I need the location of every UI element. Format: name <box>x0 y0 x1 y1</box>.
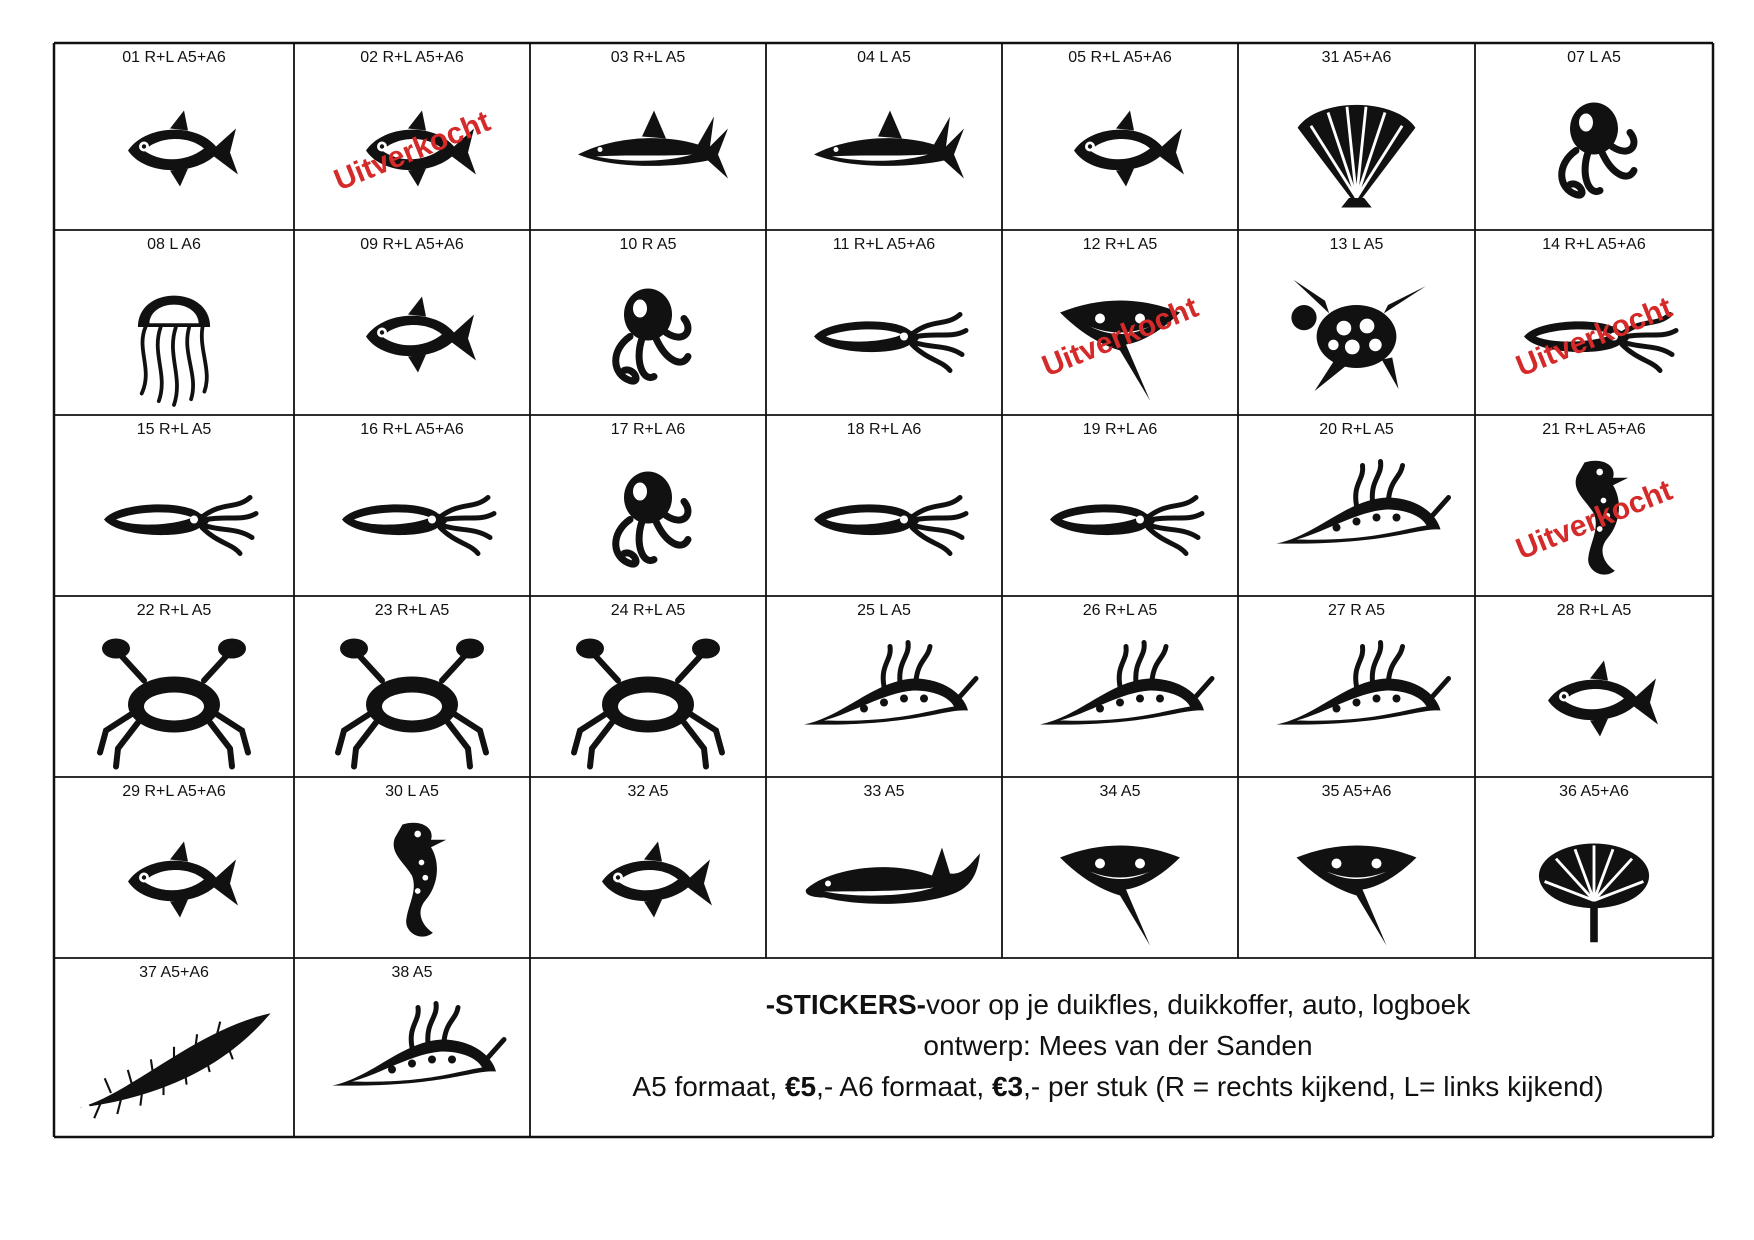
sticker-label: 04 L A5 <box>857 49 911 66</box>
octopus-icon <box>1562 103 1634 196</box>
sticker-label: 37 A5+A6 <box>139 964 209 981</box>
sticker-cell[interactable] <box>814 49 964 179</box>
sticker-label: 34 A5 <box>1099 783 1141 800</box>
sold-out-stamp: Uitverkocht <box>1511 473 1677 567</box>
sticker-cell[interactable] <box>1060 783 1180 946</box>
price-value: €3 <box>991 1071 1024 1102</box>
sticker-label: 36 A5+A6 <box>1559 783 1629 800</box>
sticker-cell[interactable] <box>602 783 712 918</box>
frogfish-icon <box>1548 661 1658 737</box>
sticker-cell[interactable] <box>814 421 966 554</box>
sticker-label: 12 R+L A5 <box>1082 236 1158 253</box>
sticker-label: 18 R+L A6 <box>846 421 922 438</box>
info-headline <box>766 989 1472 1020</box>
sticker-label: 29 R+L A5+A6 <box>122 783 226 800</box>
sticker-cell[interactable] <box>611 421 688 564</box>
stickers-title: -STICKERS- <box>765 989 926 1020</box>
octopus-icon <box>616 289 688 382</box>
sticker-label: 28 R+L A5 <box>1556 602 1632 619</box>
grouper-icon <box>366 297 476 373</box>
squid-icon <box>342 498 494 554</box>
sticker-label: 23 R+L A5 <box>374 602 450 619</box>
price-value: €5 <box>784 1071 817 1102</box>
sticker-label: 24 R+L A5 <box>610 602 686 619</box>
sticker-label: 14 R+L A5+A6 <box>1542 236 1646 253</box>
sticker-label: 26 R+L A5 <box>1082 602 1158 619</box>
squid-icon <box>814 315 966 371</box>
pricing-text-part: ,- A6 formaat, <box>816 1071 992 1102</box>
pricing-text <box>632 1071 1603 1102</box>
sold-out-stamp: Uitverkocht <box>329 104 495 198</box>
cuttlefish-icon <box>814 498 966 554</box>
sticker-cell[interactable] <box>122 783 238 918</box>
soft-coral-icon <box>1539 844 1649 943</box>
sticker-label: 11 R+L A5+A6 <box>832 236 936 253</box>
sticker-cell[interactable] <box>814 236 966 371</box>
designer-credit: ontwerp: Mees van der Sanden <box>923 1030 1313 1061</box>
sticker-cell[interactable] <box>806 783 980 904</box>
sticker-cell[interactable] <box>1068 49 1184 187</box>
sticker-label: 35 A5+A6 <box>1321 783 1392 800</box>
dolphin-icon <box>806 848 980 904</box>
sticker-cell[interactable] <box>1277 421 1449 544</box>
sticker-label: 03 R+L A5 <box>610 49 686 66</box>
lobster-icon <box>338 639 486 767</box>
sticker-cell[interactable] <box>104 421 256 554</box>
sticker-cell[interactable] <box>1562 49 1634 195</box>
sticker-cell[interactable] <box>329 49 494 197</box>
sticker-cell[interactable] <box>1298 49 1416 208</box>
nudibranch-icon <box>1277 643 1449 725</box>
sticker-label: 21 R+L A5+A6 <box>1542 421 1646 438</box>
grid-lines <box>54 43 1713 1137</box>
sold-out-stamp: Uitverkocht <box>1511 290 1677 384</box>
lionfish-icon <box>1074 111 1184 187</box>
blenny-icon <box>128 842 238 918</box>
shrimp-icon <box>100 639 248 767</box>
sticker-label: 01 R+L A5+A6 <box>122 49 226 66</box>
nudibranch-icon <box>1277 462 1449 544</box>
sticker-label: 17 R+L A6 <box>610 421 686 438</box>
sold-out-stamp: Uitverkocht <box>1037 290 1203 384</box>
sticker-label: 10 R A5 <box>619 236 677 253</box>
tribal-shark-icon <box>814 111 964 179</box>
pipefish-icon <box>394 823 447 937</box>
sticker-label: 27 R A5 <box>1328 602 1385 619</box>
sticker-cell[interactable] <box>332 964 504 1086</box>
sticker-label: 09 R+L A5+A6 <box>360 236 464 253</box>
flatworm-icon <box>1040 643 1212 725</box>
sea-turtle-icon <box>1291 280 1425 391</box>
sticker-cell[interactable] <box>385 783 446 937</box>
sticker-cell[interactable] <box>338 602 486 767</box>
sticker-label: 15 R+L A5 <box>136 421 212 438</box>
nudibranch-icon <box>332 1004 504 1086</box>
sticker-cell[interactable] <box>80 964 271 1118</box>
sticker-label: 02 R+L A5+A6 <box>360 49 464 66</box>
sticker-cell[interactable] <box>138 236 210 405</box>
sticker-cell[interactable] <box>1050 421 1202 554</box>
sticker-label: 20 R+L A5 <box>1319 421 1394 438</box>
sticker-label: 16 R+L A5+A6 <box>360 421 464 438</box>
sticker-label: 25 L A5 <box>857 602 911 619</box>
sticker-cell[interactable] <box>574 602 722 767</box>
sticker-label: 32 A5 <box>627 783 669 800</box>
sea-worm-icon <box>80 1013 271 1118</box>
sticker-cell[interactable] <box>342 421 494 554</box>
pricing-text-part: ,- per stuk (R = rechts kijkend, L= links kijkend) <box>1023 1071 1604 1102</box>
nudibranch-icon <box>804 643 976 725</box>
sticker-cell[interactable] <box>1511 421 1676 575</box>
crab-icon <box>574 639 722 767</box>
sticker-cell[interactable] <box>1297 783 1417 946</box>
sticker-label: 38 A5 <box>391 964 433 981</box>
sticker-label: 07 L A5 <box>1567 49 1621 66</box>
sticker-cell[interactable] <box>1539 783 1649 942</box>
angelfish-icon <box>602 842 712 918</box>
sticker-cell[interactable] <box>578 49 728 179</box>
octopus-icon <box>616 472 688 565</box>
info-panel <box>632 989 1603 1102</box>
jellyfish-icon <box>138 296 210 405</box>
sticker-usage-text: voor op je duikfles, duikkoffer, auto, logboek <box>925 989 1471 1020</box>
sticker-label: 22 R+L A5 <box>136 602 212 619</box>
eel-icon <box>128 111 238 187</box>
sticker-label: 08 L A6 <box>147 236 201 253</box>
sticker-cell[interactable] <box>1548 602 1658 737</box>
sticker-cell[interactable] <box>360 236 476 373</box>
sticker-cell[interactable] <box>122 49 238 187</box>
sticker-label: 30 L A5 <box>385 783 439 800</box>
sticker-cell[interactable] <box>1277 602 1449 725</box>
sticker-cell[interactable] <box>1040 602 1212 725</box>
sticker-cell[interactable] <box>100 602 248 767</box>
wobbegong-shark-icon <box>1060 846 1180 946</box>
sticker-label: 05 R+L A5+A6 <box>1068 49 1172 66</box>
guitarfish-icon <box>1297 846 1417 946</box>
pricing-text-part: A5 formaat, <box>632 1071 785 1102</box>
scallop-shell-icon <box>1298 105 1416 208</box>
cuttlefish-icon <box>1050 498 1202 554</box>
sticker-label: 31 A5+A6 <box>1321 49 1392 66</box>
sticker-cell[interactable] <box>804 602 976 725</box>
sticker-cell[interactable] <box>616 236 688 381</box>
sticker-label: 13 L A5 <box>1329 236 1384 253</box>
sticker-cell[interactable] <box>1037 236 1202 401</box>
shark-icon <box>578 111 728 179</box>
sticker-label: 19 R+L A6 <box>1082 421 1158 438</box>
sticker-cell[interactable] <box>1291 236 1425 391</box>
squid-icon <box>104 498 256 554</box>
sticker-label: 33 A5 <box>863 783 905 800</box>
sticker-cell[interactable] <box>1511 236 1676 383</box>
